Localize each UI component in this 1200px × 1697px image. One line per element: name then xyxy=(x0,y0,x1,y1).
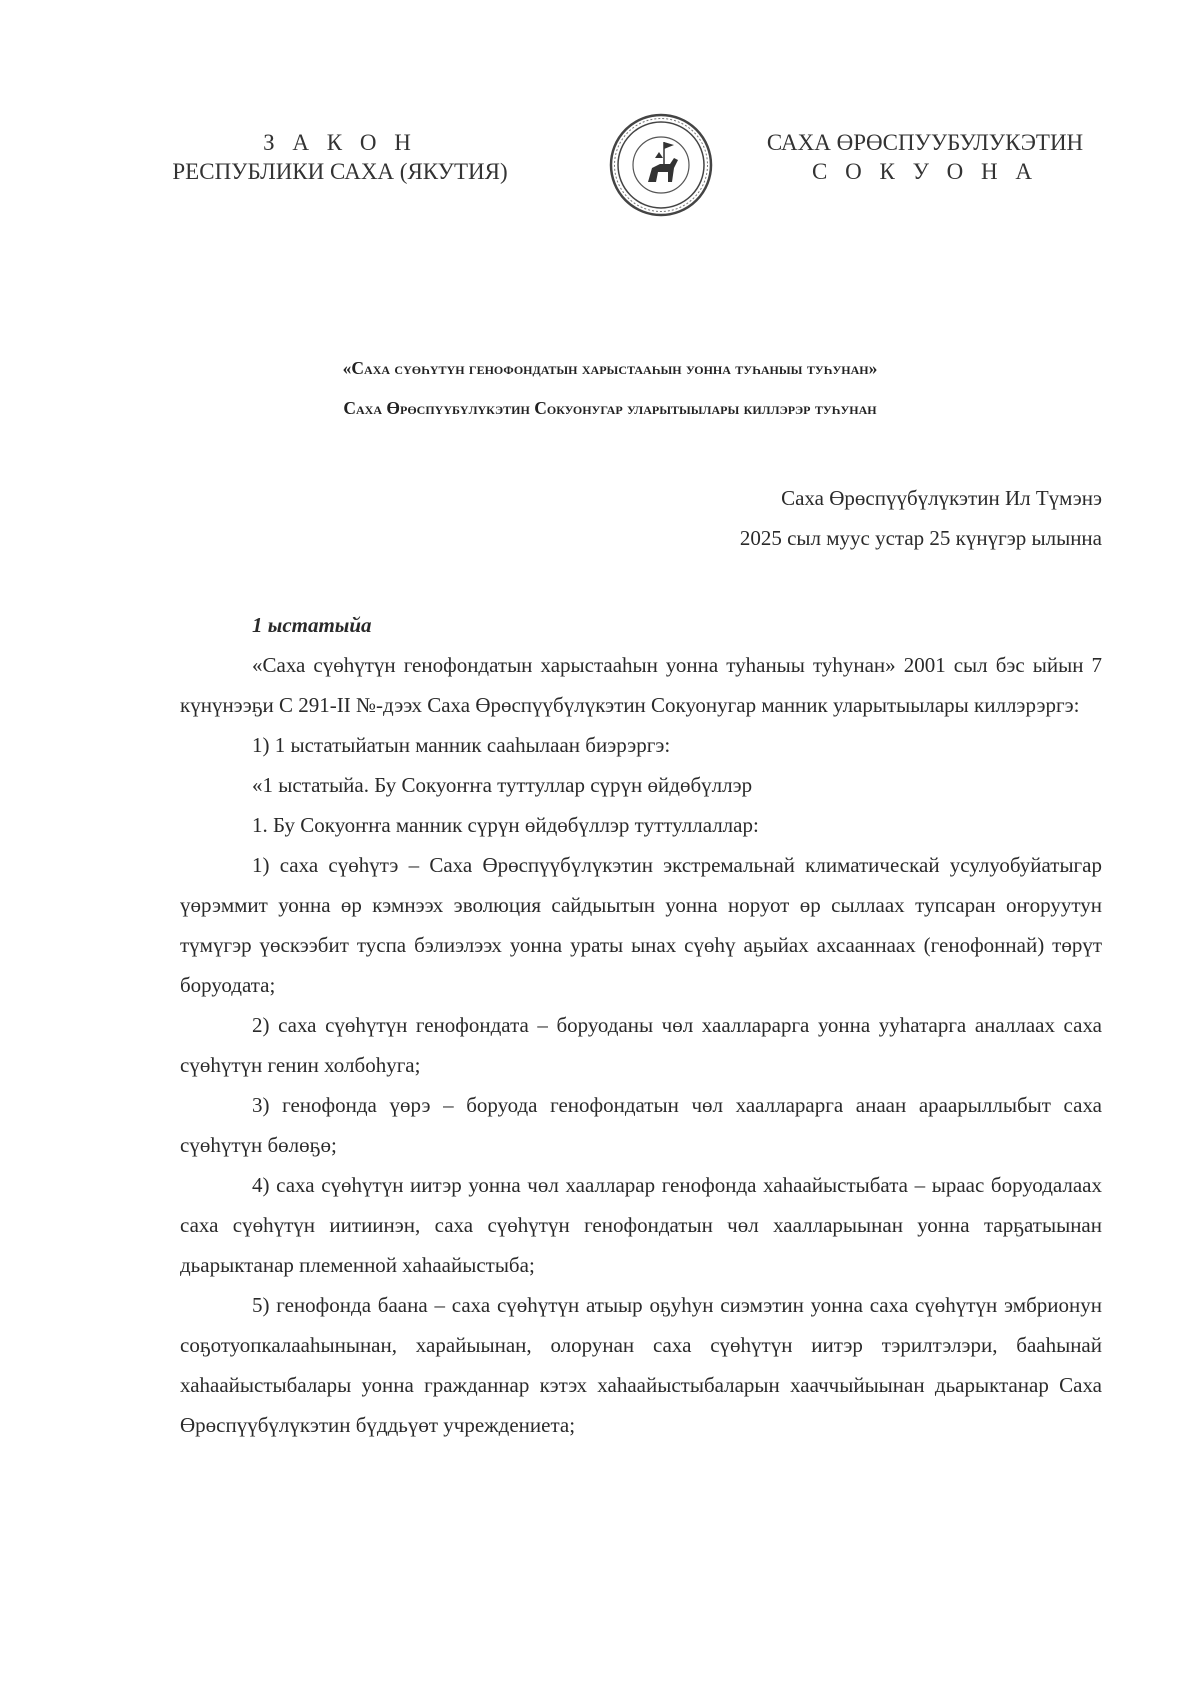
paragraph: 4) саха сүөһүтүн иитэр уонна чөл хааллараp генофонда хаһаайыстыбата – ыраас боруодалаах саха сүөһүтүн иитиинэн, саха сүөһүтүн генофондатын чөл хаалларыынан уонна тарҕатыынан дьарыктанар племенной хаһаайыстыба; xyxy=(180,1173,1102,1277)
paragraph: «1 ыстатыйа. Бу Сокуоҥҥа туттуллар сүрүн өйдөбүллэр xyxy=(252,773,753,797)
article-title: 1 ыстатыйа xyxy=(252,613,372,637)
document-title-line-2: Саха Өрөспүүбүлүкэтин Сокуонугар уларытыылары киллэрэр туһунан xyxy=(343,398,877,418)
paragraph: 2) саха сүөһүтүн генофондата – боруоданы чөл хаалларарга уонна ууһатарга аналлаах саха сүөһүтүн генин холбоһуга; xyxy=(180,1013,1102,1077)
adoption-date: 2025 сыл муус устар 25 күнүгэр ылынна xyxy=(739,526,1102,550)
adopting-body: Саха Өрөспүүбүлүкэтин Ил Түмэнэ xyxy=(781,486,1102,510)
paragraph: 3) генофонда үөрэ – боруода генофондатын чөл хаалларарга анаан араарыллыбыт саха сүөһүтүн бөлөҕө; xyxy=(180,1093,1102,1157)
republic-name-ru: РЕСПУБЛИКИ САХА (ЯКУТИЯ) xyxy=(172,159,508,184)
paragraph: «Саха сүөһүтүн генофондатын харыстааһын уонна туһаныы туһунан» 2001 сыл бэс ыйын 7 күнүнээҕи С 291-II №-дээх Саха Өрөспүүбүлүкэтин Сокуонугар манник уларытыылары киллэрэргэ: xyxy=(180,653,1102,717)
header-right xyxy=(750,128,1100,186)
republic-name-sah: САХА ӨРӨСПУУБУЛУКЭТИН xyxy=(766,130,1084,155)
paragraph: 5) генофонда баана – саха сүөһүтүн атыыр оҕуһун сиэмэтин уонна саха сүөһүтүн эмбрионун соҕотуопкалааһынынан, харайыынан, олорунан саха сүөһүтүн иитэр тэрилтэлэри, бааһынай хаһаайыстыбалары уонна гражданнар кэтэх хаһаайыстыбаларын хааччыйыынан дьарыктанар Саха Өрөспүүбүлүкэтин бүддьүөт учреждениета; xyxy=(180,1293,1102,1437)
law-label: З А К О Н xyxy=(263,130,417,155)
header-left xyxy=(150,128,530,186)
paragraph: 1) саха сүөһүтэ – Саха Өрөспүүбүлүкэтин экстремальнай климатическай усулуобуйатыгар үөрэммит уонна өр кэмнээх эволюция сайдыытын уонна норуот өр сыллаах тупсаран оҥоруутун түмүгэр үөскээбит туспа бэлиэлээх уонна ураты ынах сүөһү аҕыйах ахсааннаах (генофоннай) төрүт боруодата; xyxy=(180,853,1102,997)
paragraph: 1. Бу Сокуоҥҥа манник сүрүн өйдөбүллэр туттуллаллар: xyxy=(252,813,759,837)
document-body xyxy=(180,605,1102,1445)
adoption-block xyxy=(740,478,1102,558)
coat-of-arms-icon xyxy=(608,112,714,218)
paragraph: 1) 1 ыстатыйатын манник сааһылаан биэрэргэ: xyxy=(252,733,671,757)
document-title-line-1: «Саха сүөһүтүн генофондатын харыстааһын уонна туһаныы туһунан» xyxy=(342,358,878,378)
law-label-sah: С О К У О Н А xyxy=(812,159,1038,184)
